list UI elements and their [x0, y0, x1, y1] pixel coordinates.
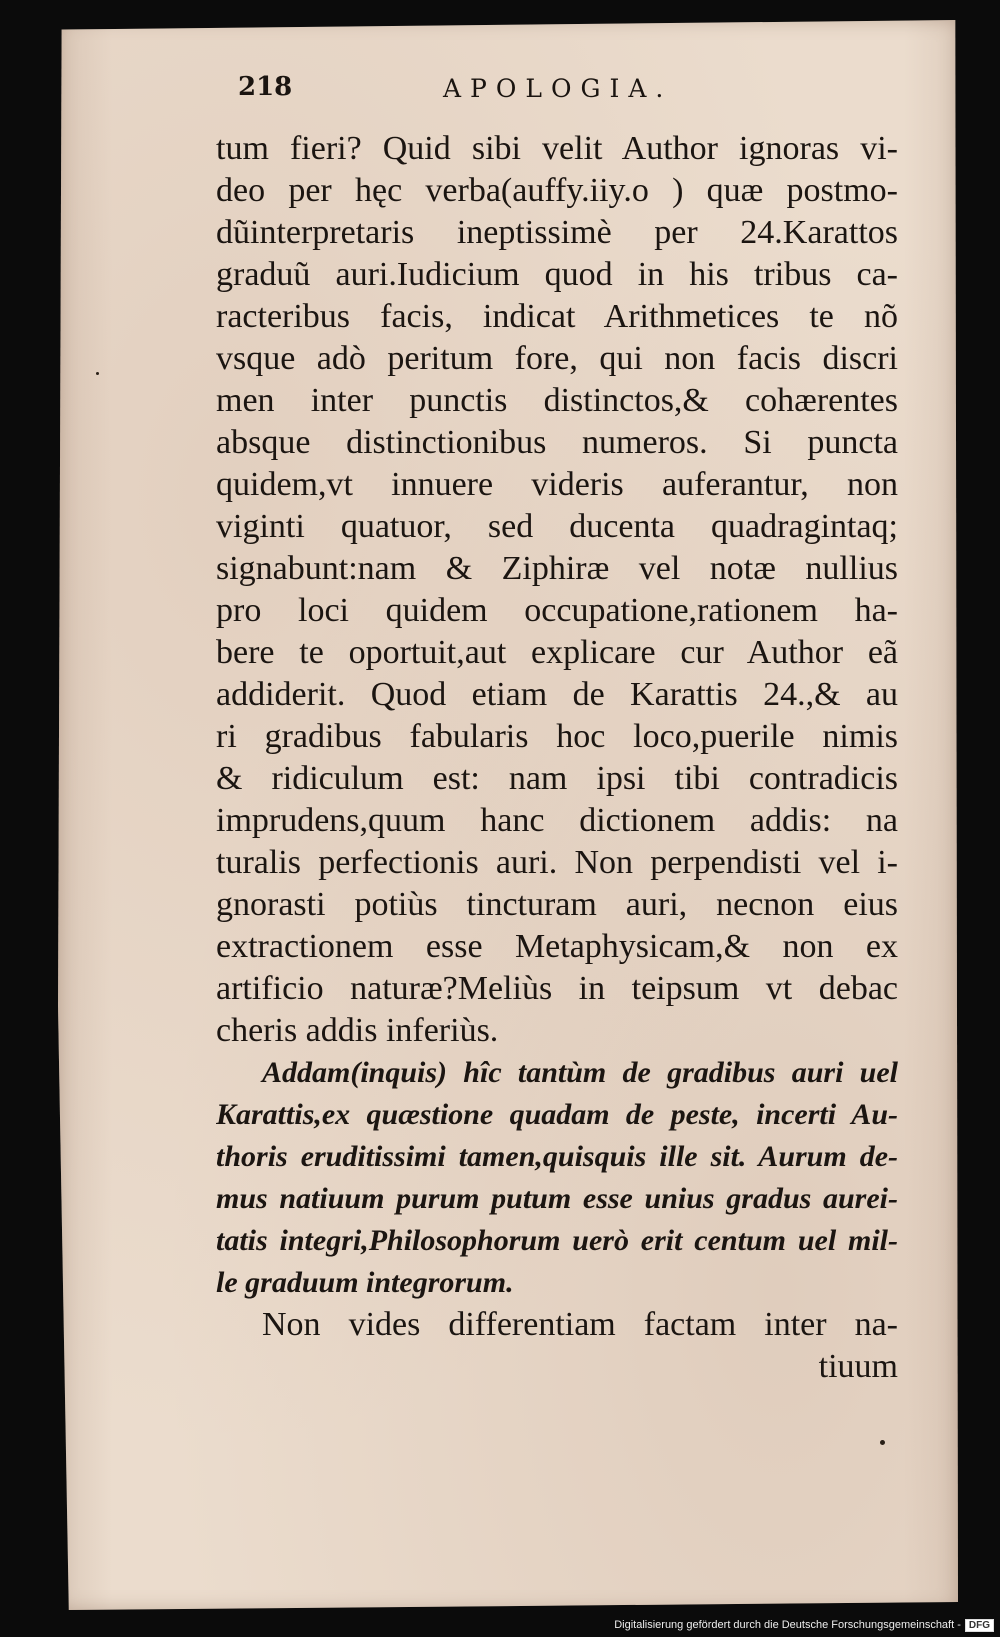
text-line: quidem,vt innuere videris auferantur, non [216, 466, 898, 503]
text-line: imprudens,quum hanc dictionem addis: na [216, 802, 898, 839]
text-line: racteribus facis, indicat Arithmetices te nõ [216, 298, 898, 335]
text-line: cheris addis inferiùs. [216, 1012, 499, 1049]
text-line: Karattis,ex quæstione quadam de peste, incerti Au- [216, 1098, 898, 1131]
text-line: thoris eruditissimi tamen,quisquis ille sit. Aurum de- [216, 1140, 898, 1173]
digitization-footer [614, 1619, 994, 1632]
page-header [238, 72, 938, 112]
ink-speck [96, 372, 99, 375]
text-line: deo per hęc verba(auffy.iiy.o ) quæ postmo- [216, 172, 898, 209]
text-line: signabunt:nam & Ziphiræ vel notæ nullius [216, 550, 898, 587]
text-line: tiuum [818, 1348, 898, 1385]
text-line: graduũ auri.Iudicium quod in his tribus ca- [216, 256, 898, 293]
text-line: viginti quatuor, sed ducenta quadragintaq; [216, 508, 898, 545]
text-line: mus natiuum purum putum esse unius gradus aurei- [216, 1182, 898, 1215]
body-text [216, 128, 898, 1388]
text-line: Addam(inquis) hîc tantùm de gradibus auri uel [262, 1056, 898, 1089]
dfg-logo: DFG [965, 1619, 994, 1632]
text-line: ri gradibus fabularis hoc loco,puerile nimis [216, 718, 898, 755]
text-line: artificio naturæ?Meliùs in teipsum vt debac [216, 970, 898, 1007]
text-line: dũinterpretaris ineptissimè per 24.Karattos [216, 214, 898, 251]
running-title: APOLOGIA. [443, 74, 673, 103]
text-line: gnorasti potiùs tincturam auri, necnon eius [216, 886, 898, 923]
text-line: Non vides differentiam factam inter na- [262, 1306, 898, 1343]
funding-note: Digitalisierung gefördert durch die Deutsche Forschungsgemeinschaft - [614, 1619, 961, 1631]
text-line: le graduum integrorum. [216, 1266, 514, 1299]
text-line: vsque adò peritum fore, qui non facis discri [216, 340, 898, 377]
text-line: & ridiculum est: nam ipsi tibi contradicis [216, 760, 898, 797]
text-line: addiderit. Quod etiam de Karattis 24.,& au [216, 676, 898, 713]
text-line: tatis integri,Philosophorum uerò erit centum uel mil- [216, 1224, 898, 1257]
text-line: tum fieri? Quid sibi velit Author ignoras vi- [216, 130, 898, 167]
page-number: 218 [238, 72, 293, 102]
text-line: turalis perfectionis auri. Non perpendisti vel i- [216, 844, 898, 881]
text-line: absque distinctionibus numeros. Si puncta [216, 424, 898, 461]
text-line: extractionem esse Metaphysicam,& non ex [216, 928, 898, 965]
text-line: men inter punctis distinctos,& cohærentes [216, 382, 898, 419]
text-line: bere te oportuit,aut explicare cur Author eã [216, 634, 898, 671]
ink-speck [880, 1440, 885, 1445]
text-line: pro loci quidem occupatione,rationem ha- [216, 592, 898, 629]
